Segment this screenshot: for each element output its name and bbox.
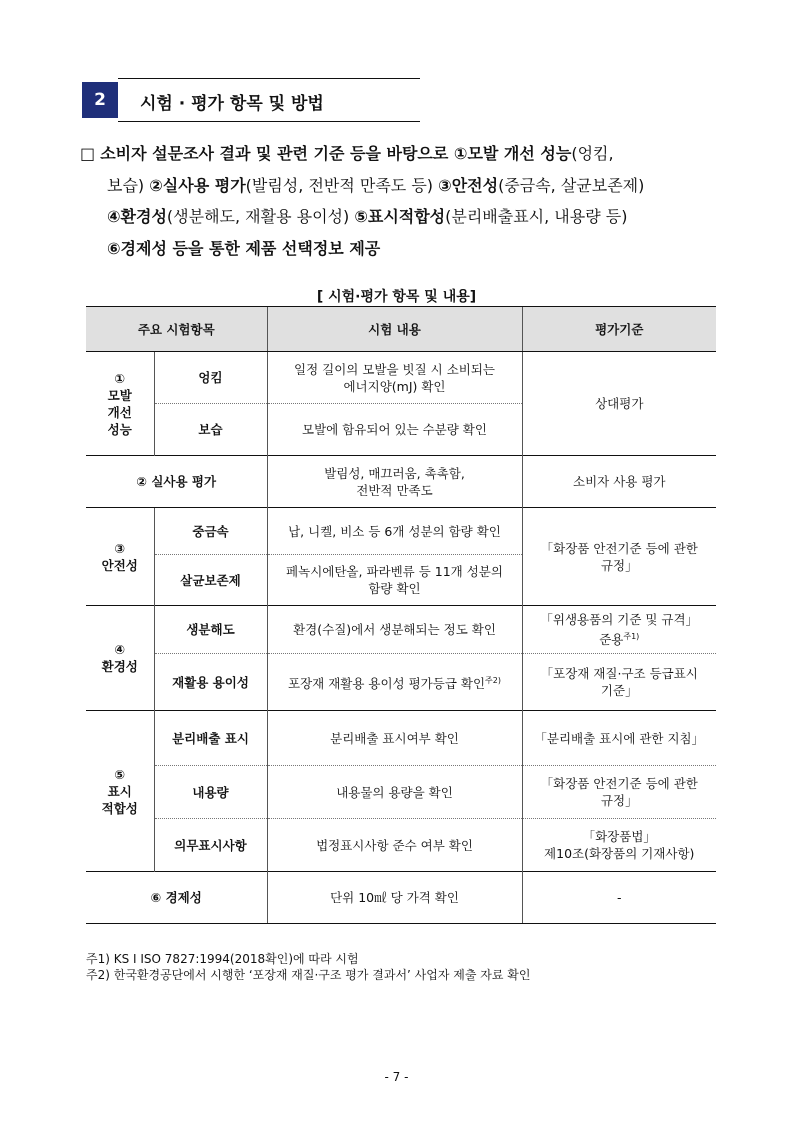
content-text: 포장재 재활용 용이성 평가등급 확인 bbox=[288, 676, 486, 692]
sub-item: 생분해도 bbox=[154, 606, 267, 654]
table-row bbox=[86, 872, 716, 924]
criteria: 상대평가 bbox=[522, 352, 716, 456]
criteria-line: 기준」 bbox=[600, 683, 638, 698]
table-row bbox=[86, 352, 716, 404]
paragraph-keyword: ⑤표시적합성 bbox=[354, 207, 446, 226]
table-caption: [ 시험·평가 항목 및 내용] bbox=[316, 289, 477, 305]
footnote-mark: 주2) bbox=[485, 675, 501, 685]
criteria bbox=[522, 654, 716, 711]
page-number: - 7 - bbox=[384, 1070, 409, 1084]
sub-item: 내용량 bbox=[154, 766, 267, 819]
table-row bbox=[86, 766, 716, 819]
criteria bbox=[522, 606, 716, 654]
sub-item: 의무표시사항 bbox=[154, 819, 267, 872]
criteria bbox=[522, 508, 716, 606]
group-labelling bbox=[86, 711, 154, 872]
paragraph-keyword: ④환경성 bbox=[107, 207, 167, 226]
group-number: ③ bbox=[114, 540, 126, 556]
test-content: 법정표시사항 준수 여부 확인 bbox=[267, 819, 522, 872]
content-line: 일정 길이의 모발을 빗질 시 소비되는 bbox=[294, 361, 495, 377]
criteria-line: 제10조(화장품의 기재사항) bbox=[544, 846, 695, 861]
header-item: 주요 시험항목 bbox=[86, 307, 267, 352]
group-label: 안전성 bbox=[101, 557, 138, 573]
header-content: 시험 내용 bbox=[267, 307, 522, 352]
criteria bbox=[522, 819, 716, 872]
test-content: 내용물의 용량을 확인 bbox=[267, 766, 522, 819]
group-label: 모발 bbox=[107, 387, 132, 403]
criteria-line: 규정」 bbox=[600, 793, 638, 808]
sub-item: 살균보존제 bbox=[154, 555, 267, 606]
group-number: ④ bbox=[114, 642, 126, 657]
paragraph-keyword: ①모발 개선 성능 bbox=[453, 144, 572, 163]
paragraph-line-4 bbox=[80, 233, 730, 265]
test-content: 분리배출 표시여부 확인 bbox=[267, 711, 522, 766]
footnote-1: 주1) KS I ISO 7827:1994(2018확인)에 따라 시험 bbox=[86, 952, 359, 966]
group-hair-performance bbox=[86, 352, 154, 456]
criteria-line: 「포장재 재질·구조 등급표시 bbox=[540, 666, 698, 681]
paragraph-text: 보습) bbox=[107, 175, 150, 195]
paragraph-keyword: ③안전성 bbox=[438, 175, 499, 195]
table-row bbox=[86, 654, 716, 711]
group-label: 성능 bbox=[107, 421, 132, 437]
group-environment bbox=[86, 606, 154, 711]
criteria: 「분리배출 표시에 관한 지침」 bbox=[522, 711, 716, 766]
group-real-use: ② 실사용 평가 bbox=[86, 456, 267, 508]
content-line: 페녹시에탄올, 파라벤류 등 11개 성분의 bbox=[286, 564, 503, 579]
sub-item: 중금속 bbox=[154, 508, 267, 555]
criteria bbox=[522, 766, 716, 819]
test-content: 모발에 함유되어 있는 수분량 확인 bbox=[267, 404, 522, 456]
criteria-line: 「화장품 안전기준 등에 관한 bbox=[540, 776, 698, 791]
criteria-line bbox=[527, 628, 713, 648]
sub-item: 보습 bbox=[154, 404, 267, 456]
sub-item: 엉킴 bbox=[154, 352, 267, 404]
paragraph-line-3 bbox=[80, 201, 730, 233]
table-row bbox=[86, 711, 716, 766]
criteria: - bbox=[522, 872, 716, 924]
summary-paragraph bbox=[80, 138, 730, 264]
test-content: 환경(수질)에서 생분해되는 정도 확인 bbox=[267, 606, 522, 654]
test-content bbox=[267, 456, 522, 508]
test-content bbox=[267, 352, 522, 404]
sub-item: 분리배출 표시 bbox=[154, 711, 267, 766]
content-line: 에너지양(mJ) 확인 bbox=[343, 378, 446, 394]
test-content bbox=[267, 654, 522, 711]
table-header-row bbox=[86, 307, 716, 352]
criteria-line: 「화장품 안전기준 등에 관한 bbox=[540, 540, 698, 556]
section-header bbox=[82, 78, 420, 122]
paragraph-keyword: ⑥경제성 등을 통한 제품 선택정보 제공 bbox=[107, 238, 381, 258]
group-label: 환경성 bbox=[101, 659, 138, 674]
criteria-line: 규정」 bbox=[600, 557, 638, 573]
paragraph-text: 소비자 설문조사 결과 및 관련 기준 등을 바탕으로 bbox=[100, 144, 454, 163]
group-number: ① bbox=[114, 370, 126, 386]
header-criteria: 평가기준 bbox=[522, 307, 716, 352]
table-row bbox=[86, 606, 716, 654]
paragraph-line-2 bbox=[80, 170, 730, 202]
group-label: 개선 bbox=[107, 404, 132, 420]
section-rule-bottom bbox=[118, 121, 420, 122]
section-title: 시험 · 평가 항목 및 방법 bbox=[140, 94, 324, 114]
group-safety bbox=[86, 508, 154, 606]
criteria-line: 「위생용품의 기준 및 규격」 bbox=[540, 611, 699, 627]
paragraph-keyword: ②실사용 평가 bbox=[149, 175, 246, 195]
paragraph-text: (중금속, 살균보존제) bbox=[498, 175, 645, 195]
evaluation-table bbox=[86, 306, 716, 924]
group-label: 적합성 bbox=[101, 800, 138, 816]
footnote-2: 주2) 한국환경공단에서 시행한 ‘포장재 재질·구조 평가 결과서’ 사업자 제출 자료 확인 bbox=[86, 968, 531, 982]
bullet-box: □ bbox=[80, 144, 96, 163]
section-number: 2 bbox=[82, 82, 118, 118]
test-content: 납, 니켈, 비소 등 6개 성분의 함량 확인 bbox=[267, 508, 522, 555]
table-row bbox=[86, 819, 716, 872]
table-row bbox=[86, 456, 716, 508]
paragraph-text: (생분해도, 재활용 용이성) bbox=[166, 207, 355, 226]
section-rule-top bbox=[118, 78, 420, 79]
table-row bbox=[86, 508, 716, 555]
sub-item: 재활용 용이성 bbox=[154, 654, 267, 711]
paragraph-line-1 bbox=[80, 138, 730, 170]
paragraph-text: (분리배출표시, 내용량 등) bbox=[445, 207, 628, 226]
test-content bbox=[267, 555, 522, 606]
group-label: 표시 bbox=[107, 783, 132, 799]
paragraph-text: (발림성, 전반적 만족도 등) bbox=[245, 175, 439, 195]
paragraph-text: (엉킴, bbox=[571, 144, 614, 163]
criteria: 소비자 사용 평가 bbox=[522, 456, 716, 508]
criteria-line: 「화장품법」 bbox=[582, 829, 656, 844]
group-economy: ⑥ 경제성 bbox=[86, 872, 267, 924]
group-number: ⑤ bbox=[114, 766, 126, 782]
content-line: 함량 확인 bbox=[368, 581, 421, 596]
footnote-mark: 주1) bbox=[623, 631, 640, 641]
footnotes bbox=[86, 951, 530, 983]
test-content: 단위 10㎖ 당 가격 확인 bbox=[267, 872, 522, 924]
content-line: 발림성, 매끄러움, 촉촉함, bbox=[324, 465, 465, 481]
content-line: 전반적 만족도 bbox=[356, 482, 433, 498]
criteria-text: 준용 bbox=[599, 632, 624, 648]
